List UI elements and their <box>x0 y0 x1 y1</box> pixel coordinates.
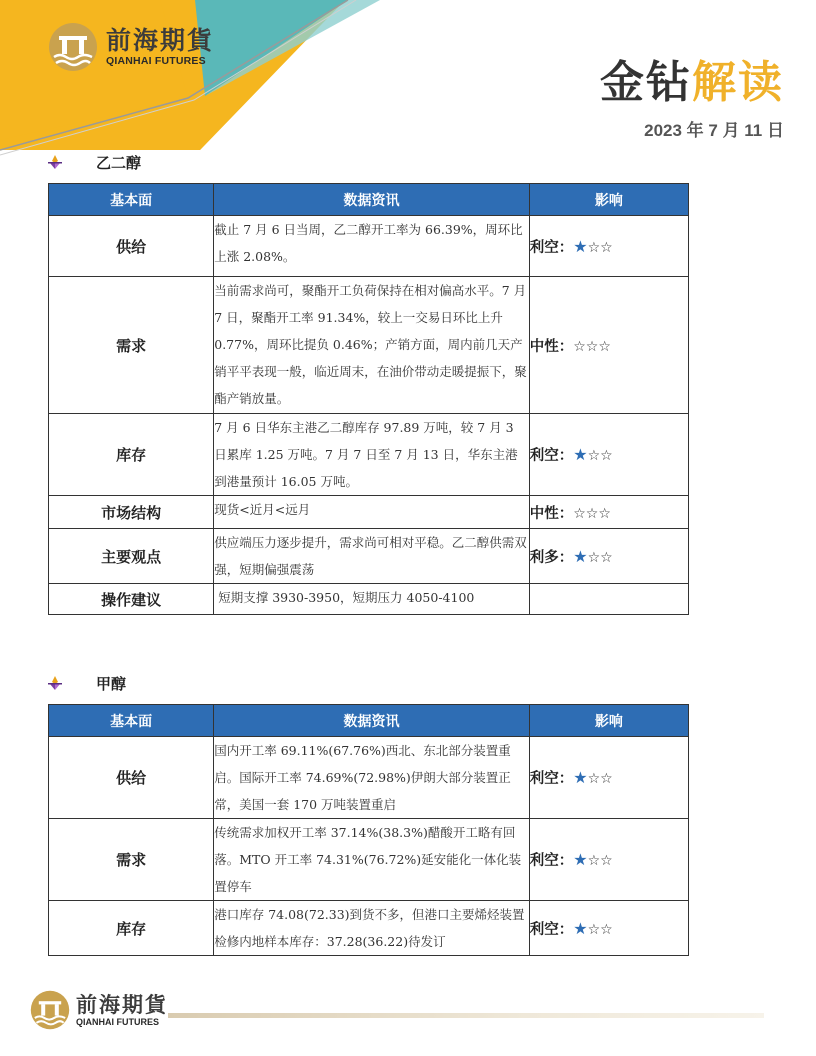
footer-logo-chinese-name: 前海期貨 <box>76 992 168 1017</box>
table-row <box>49 584 689 615</box>
filled-star-icon: ★ <box>573 236 588 256</box>
table-row <box>49 529 689 584</box>
company-logo <box>48 22 214 72</box>
section-title: 乙二醇 <box>96 154 142 172</box>
row-label: 主要观点 <box>49 529 214 584</box>
row-impact <box>529 529 688 584</box>
empty-star-icon: ☆ <box>600 853 613 869</box>
row-impact <box>529 737 688 819</box>
column-header: 基本面 <box>49 184 214 216</box>
empty-star-icon: ☆ <box>587 549 601 566</box>
section-heading-methanol <box>48 673 126 694</box>
column-header: 数据资讯 <box>214 184 529 216</box>
empty-star-icon: ☆ <box>600 549 613 566</box>
rating-stars-icon <box>573 546 613 566</box>
row-info: 港口库存 74.08(72.33)到货不多，但港口主要烯烃装置检修内地样本库存：37.28(36.22)待发订 <box>214 901 529 956</box>
section-title: 甲醇 <box>96 675 127 693</box>
ethylene-glycol-table <box>48 183 689 615</box>
impact-label: 利空： <box>529 239 574 256</box>
diamond-bullet-icon <box>48 155 62 171</box>
row-impact <box>529 496 688 529</box>
empty-star-icon: ☆ <box>585 505 599 522</box>
filled-star-icon: ★ <box>573 918 588 938</box>
impact-label: 利空： <box>529 771 574 787</box>
row-info: 传统需求加权开工率 37.14%(38.3%)醋酸开工略有回落。MTO 开工率 74.31%(76.72%)延安能化一体化装置停车 <box>214 819 529 901</box>
row-label: 需求 <box>49 277 214 414</box>
rating-stars-icon <box>573 850 613 869</box>
table-row <box>49 216 689 277</box>
row-label: 库存 <box>49 414 214 496</box>
row-info: 供应端压力逐步提升，需求尚可相对平稳。乙二醇供需双强，短期偏强震荡 <box>214 529 529 584</box>
row-info: 当前需求尚可，聚酯开工负荷保持在相对偏高水平。7 月 7 日，聚酯开工率 91.34%，较上一交易日环比上升 0.77%，周环比提负 0.46%；产销方面，周内前几天产销平平表现一般，临近周末，在油价带动走暖提振下，聚酯产销放量。 <box>214 277 529 414</box>
table-row <box>49 414 689 496</box>
qianhai-logo-icon <box>48 22 98 72</box>
row-label: 需求 <box>49 819 214 901</box>
row-impact <box>529 216 688 277</box>
rating-stars-icon <box>573 445 613 464</box>
empty-star-icon: ☆ <box>587 853 601 869</box>
methanol-table <box>48 704 689 956</box>
impact-label: 利空： <box>529 853 574 869</box>
diamond-bullet-icon <box>48 676 62 692</box>
row-info: 7 月 6 日华东主港乙二醇库存 97.89 万吨，较 7 月 3 日累库 1.25 万吨。7 月 7 日至 7 月 13 日，华东主港到港量预计 16.05 万吨。 <box>214 414 529 496</box>
qianhai-logo-icon <box>30 990 70 1030</box>
empty-star-icon: ☆ <box>587 771 601 787</box>
empty-star-icon: ☆ <box>600 921 613 938</box>
footer-divider <box>168 1013 764 1018</box>
logo-english-name: QIANHAI FUTURES <box>106 55 206 67</box>
table-row <box>49 901 689 956</box>
empty-star-icon: ☆ <box>573 338 586 355</box>
table-header-row <box>49 184 689 216</box>
impact-label: 利空： <box>529 448 574 464</box>
footer-logo-english-name: QIANHAI FUTURES <box>76 1017 159 1027</box>
row-label: 操作建议 <box>49 584 214 615</box>
filled-star-icon: ★ <box>573 850 588 869</box>
row-impact <box>529 414 688 496</box>
filled-star-icon: ★ <box>573 445 588 464</box>
rating-stars-icon <box>573 339 611 355</box>
empty-star-icon: ☆ <box>573 505 586 522</box>
empty-star-icon: ☆ <box>600 448 613 464</box>
column-header: 基本面 <box>49 705 214 737</box>
impact-label: 利空： <box>529 921 574 938</box>
table-row <box>49 737 689 819</box>
column-header: 影响 <box>529 705 688 737</box>
empty-star-icon: ☆ <box>600 239 613 256</box>
empty-star-icon: ☆ <box>587 239 601 256</box>
row-impact <box>529 819 688 901</box>
row-label: 库存 <box>49 901 214 956</box>
table-row <box>49 819 689 901</box>
column-header: 数据资讯 <box>214 705 529 737</box>
impact-label: 利多： <box>529 549 574 566</box>
filled-star-icon: ★ <box>573 546 588 566</box>
filled-star-icon: ★ <box>573 768 588 787</box>
empty-star-icon: ☆ <box>598 505 611 522</box>
row-impact <box>529 901 688 956</box>
report-title-part2: 解读 <box>692 57 784 108</box>
rating-stars-icon <box>573 236 613 256</box>
empty-star-icon: ☆ <box>585 338 599 355</box>
rating-stars-icon <box>573 768 613 787</box>
row-impact <box>529 584 688 615</box>
column-header: 影响 <box>529 184 688 216</box>
empty-star-icon: ☆ <box>587 921 601 938</box>
row-label: 市场结构 <box>49 496 214 529</box>
impact-label: 中性： <box>529 338 574 355</box>
empty-star-icon: ☆ <box>587 448 601 464</box>
row-impact <box>529 277 688 414</box>
table-row <box>49 496 689 529</box>
row-info: 现货<近月<远月 <box>214 496 529 529</box>
logo-chinese-name: 前海期貨 <box>106 26 215 55</box>
impact-label: 中性： <box>529 505 574 522</box>
empty-star-icon: ☆ <box>600 771 613 787</box>
row-info: 截止 7 月 6 日当周，乙二醇开工率为 66.39%，周环比上涨 2.08%。 <box>214 216 529 277</box>
row-info: 短期支撑 3930-3950，短期压力 4050-4100 <box>214 584 529 615</box>
report-title <box>600 46 784 110</box>
footer-logo <box>30 990 168 1030</box>
row-label: 供给 <box>49 737 214 819</box>
rating-stars-icon <box>573 918 613 938</box>
report-date: 2023 年 7 月 11 日 <box>644 121 784 140</box>
rating-stars-icon <box>573 506 611 522</box>
section-heading-ethylene-glycol <box>48 152 141 173</box>
row-label: 供给 <box>49 216 214 277</box>
table-row <box>49 277 689 414</box>
report-title-part1: 金钻 <box>600 57 692 108</box>
table-header-row <box>49 705 689 737</box>
empty-star-icon: ☆ <box>598 338 611 355</box>
row-info: 国内开工率 69.11%(67.76%)西北、东北部分装置重启。国际开工率 74.69%(72.98%)伊朗大部分装置正常，美国一套 170 万吨装置重启 <box>214 737 529 819</box>
